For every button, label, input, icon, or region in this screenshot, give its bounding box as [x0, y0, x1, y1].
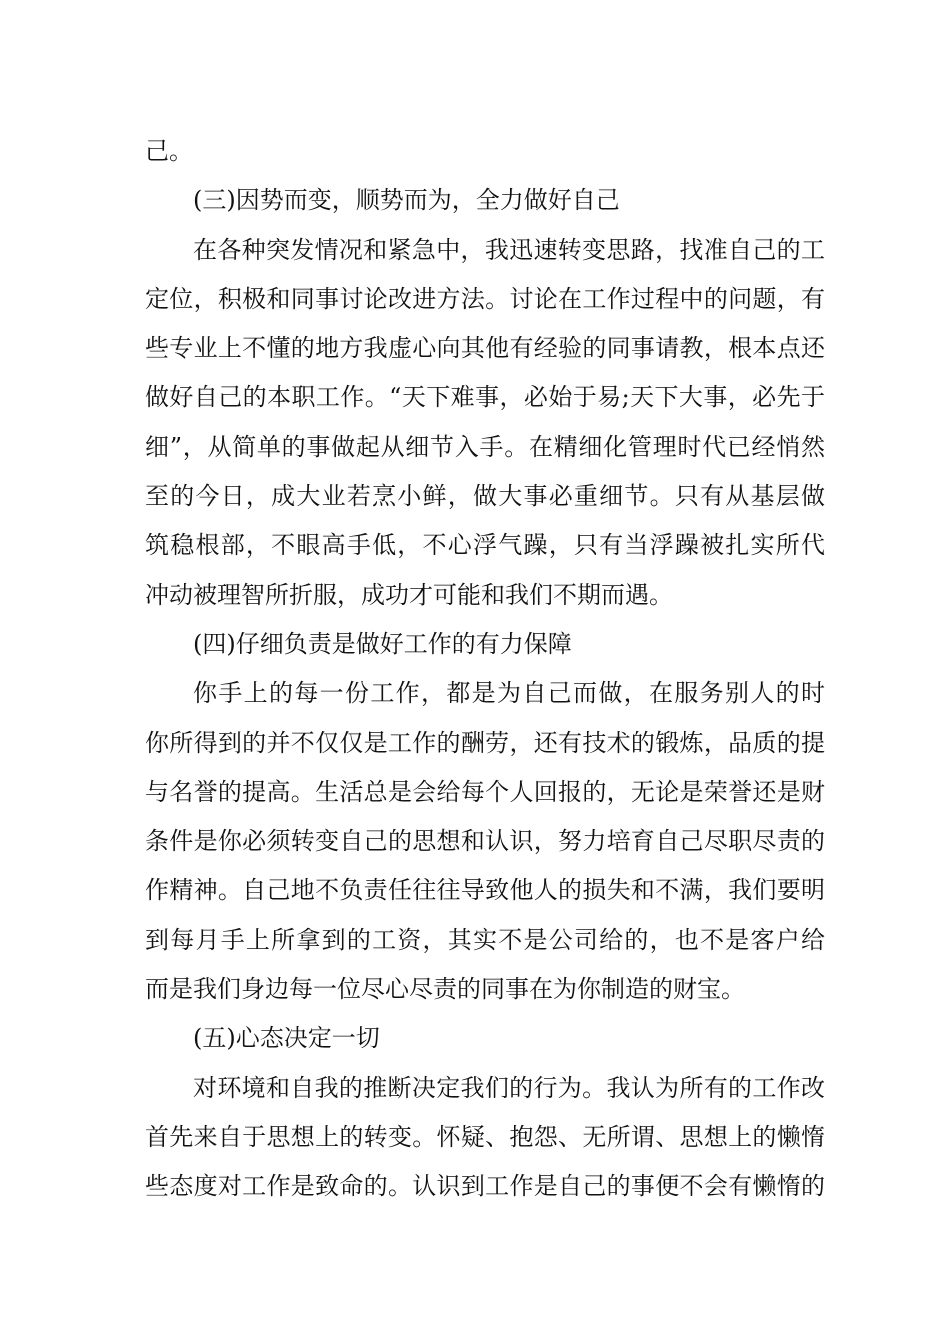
- text-line: 至的今日，成大业若烹小鲜，做大事必重细节。只有从基层做: [145, 482, 825, 511]
- text-line: 己。: [145, 137, 193, 165]
- section-heading-5: (五)心态决定一切: [193, 1024, 380, 1053]
- text-line: 你手上的每一份工作，都是为自己而做，在服务别人的时: [193, 679, 825, 708]
- text-line: 条件是你必须转变自己的思想和认识，努力培育自己尽职尽责的: [145, 827, 825, 856]
- section-heading-3: (三)因势而变，顺势而为，全力做好自己: [193, 186, 620, 215]
- text-line: 而是我们身边每一位尽心尽责的同事在为你制造的财宝。: [145, 975, 745, 1004]
- text-line: 首先来自于思想上的转变。怀疑、抱怨、无所谓、思想上的懒惰: [145, 1122, 825, 1151]
- text-line: 与名誉的提高。生活总是会给每个人回报的，无论是荣誉还是财: [145, 777, 825, 806]
- text-line: 细”，从简单的事做起从细节入手。在精细化管理时代已经悄然: [145, 432, 825, 461]
- text-line: 些态度对工作是致命的。认识到工作是自己的事便不会有懒惰的: [145, 1172, 825, 1201]
- text-line: 些专业上不懂的地方我虚心向其他有经验的同事请教，根本点还: [145, 334, 825, 363]
- text-line: 对环境和自我的推断决定我们的行为。我认为所有的工作改: [193, 1073, 825, 1102]
- text-line: 筑稳根部，不眼高手低，不心浮气躁，只有当浮躁被扎实所代: [145, 531, 825, 560]
- text-line: 作精神。自己地不负责任往往导致他人的损失和不满，我们要明: [145, 876, 825, 905]
- text-line: 到每月手上所拿到的工资，其实不是公司给的，也不是客户给: [145, 925, 825, 954]
- text-line: 做好自己的本职工作。“天下难事，必始于易;天下大事，必先于: [145, 383, 825, 412]
- section-heading-4: (四)仔细负责是做好工作的有力保障: [193, 629, 572, 658]
- text-line: 你所得到的并不仅仅是工作的酬劳，还有技术的锻炼，品质的提: [145, 728, 825, 757]
- text-line: 冲动被理智所折服，成功才可能和我们不期而遇。: [145, 580, 673, 609]
- text-line: 定位，积极和同事讨论改进方法。讨论在工作过程中的问题，有: [145, 284, 825, 313]
- body-text: [145, 127, 825, 1212]
- text-line: 在各种突发情况和紧急中，我迅速转变思路，找准自己的工: [193, 235, 825, 264]
